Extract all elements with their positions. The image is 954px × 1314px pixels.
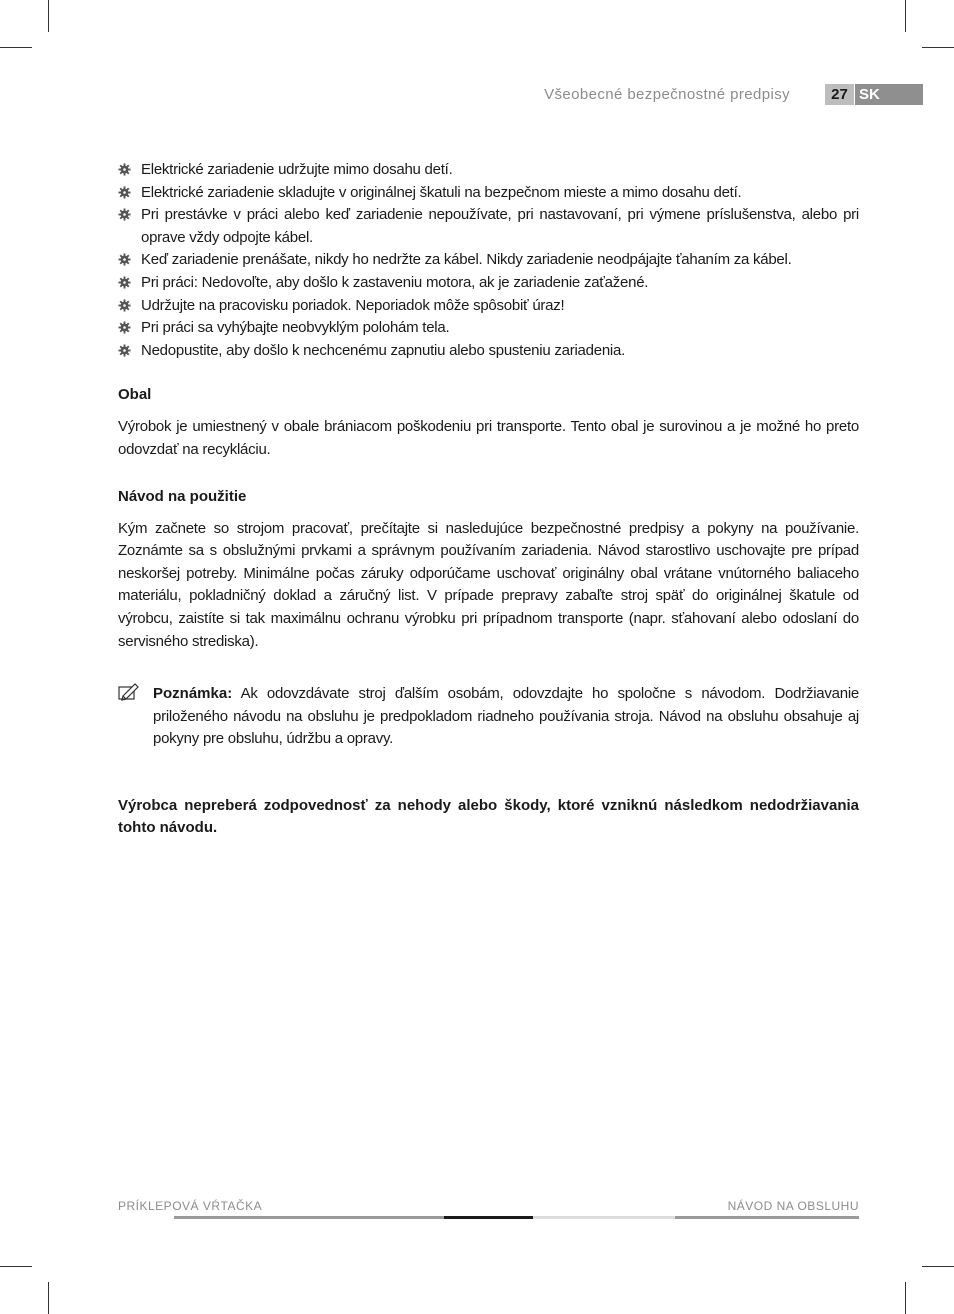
footer-bar-segment xyxy=(174,1216,444,1219)
list-item xyxy=(118,317,859,340)
crop-mark xyxy=(905,0,906,32)
list-item xyxy=(118,340,859,363)
list-item xyxy=(118,182,859,205)
list-item xyxy=(118,295,859,318)
obal-paragraph: Výrobok je umiestnený v obale brániacom poškodeniu pri transporte. Tento obal je surovinou a je možné ho preto odovzdať na recykláciu. xyxy=(118,418,859,458)
footer-bar-segment xyxy=(533,1216,675,1219)
gear-bullet-icon xyxy=(118,276,131,289)
list-item-text: Elektrické zariadenie skladujte v originálnej škatuli na bezpečnom mieste a mimo dosahu detí. xyxy=(141,183,742,201)
list-item xyxy=(118,159,859,182)
list-item xyxy=(118,249,859,272)
crop-mark xyxy=(905,1282,906,1314)
safety-list xyxy=(118,159,859,362)
footer-manual: NÁVOD NA OBSLUHU xyxy=(727,1199,859,1213)
disclaimer: Výrobca nepreberá zodpovednosť za nehody alebo škody, ktoré vzniknú následkom nedodržiavania tohto návodu. xyxy=(118,796,859,837)
language-tab: SK xyxy=(855,84,923,105)
section-title: Všeobecné bezpečnostné predpisy xyxy=(544,86,790,103)
gear-bullet-icon xyxy=(118,299,131,312)
gear-bullet-icon xyxy=(118,186,131,199)
crop-mark xyxy=(48,0,49,32)
note-label: Poznámka: xyxy=(153,685,233,703)
crop-mark xyxy=(0,47,32,48)
navod-heading: Návod na použitie xyxy=(118,487,247,505)
obal-heading: Obal xyxy=(118,386,152,404)
list-item-text: Keď zariadenie prenášate, nikdy ho nedržte za kábel. Nikdy zariadenie neodpájajte ťahaním za kábel. xyxy=(141,251,792,269)
crop-mark xyxy=(48,1282,49,1314)
gear-bullet-icon xyxy=(118,208,131,221)
note-text: Ak odovzdávate stroj ďalším osobám, odovzdajte ho spoločne s návodom. Dodržiavanie priloženého návodu na obsluhu je predpokladom riadneho používania stroja. Návod na obsluhu obsahuje aj pokyny pre obsluhu, údržbu a opravy. xyxy=(153,685,860,748)
footer-product: PRÍKLEPOVÁ VŔTAČKA xyxy=(118,1199,263,1213)
gear-bullet-icon xyxy=(118,344,131,357)
list-item xyxy=(118,272,859,295)
gear-bullet-icon xyxy=(118,163,131,176)
footer-bar-segment xyxy=(675,1216,859,1219)
list-item-text: Udržujte na pracovisku poriadok. Neporiadok môže spôsobiť úraz! xyxy=(141,296,565,314)
gear-bullet-icon xyxy=(118,253,131,266)
main-content xyxy=(118,159,859,840)
crop-mark xyxy=(922,1266,954,1267)
crop-mark xyxy=(922,47,954,48)
gear-bullet-icon xyxy=(118,321,131,334)
note-block xyxy=(118,683,859,751)
page-number: 27 xyxy=(825,84,854,105)
crop-mark xyxy=(0,1266,32,1267)
note-pencil-icon xyxy=(118,683,140,701)
list-item-text: Nedopustite, aby došlo k nechcenému zapnutiu alebo spusteniu zariadenia. xyxy=(141,341,626,359)
list-item-text: Pri práci sa vyhýbajte neobvyklým polohám tela. xyxy=(141,319,450,337)
list-item-text: Pri prestávke v práci alebo keď zariadenie nepoužívate, pri nastavovaní, pri výmene príslušenstva, alebo pri oprave vždy odpojte kábel. xyxy=(141,206,859,246)
list-item xyxy=(118,204,859,249)
list-item-text: Elektrické zariadenie udržujte mimo dosahu detí. xyxy=(141,161,453,178)
footer-bar-segment xyxy=(444,1216,533,1219)
list-item-text: Pri práci: Nedovoľte, aby došlo k zastaveniu motora, ak je zariadenie zaťažené. xyxy=(141,273,649,291)
navod-paragraph: Kým začnete so strojom pracovať, prečítajte si nasledujúce bezpečnostné predpisy a pokyny na používanie. Zoznámte sa s obslužnými prvkami a správnym používaním zariadenia. Návod starostlivo uschovajte pre prípad neskoršej potreby. Minimálne počas záruky odporúčame uschovať originálny obal vrátane vnútorného baliaceho materiálu, pokladničný doklad a záručný list. V prípade prepravy zabaľte stroj späť do originálnej škatule od výrobcu, zaistíte si tak maximálnu ochranu výrobku pri prípadnom transporte (napr. sťahovaní alebo odoslaní do servisného strediska). xyxy=(118,519,859,650)
